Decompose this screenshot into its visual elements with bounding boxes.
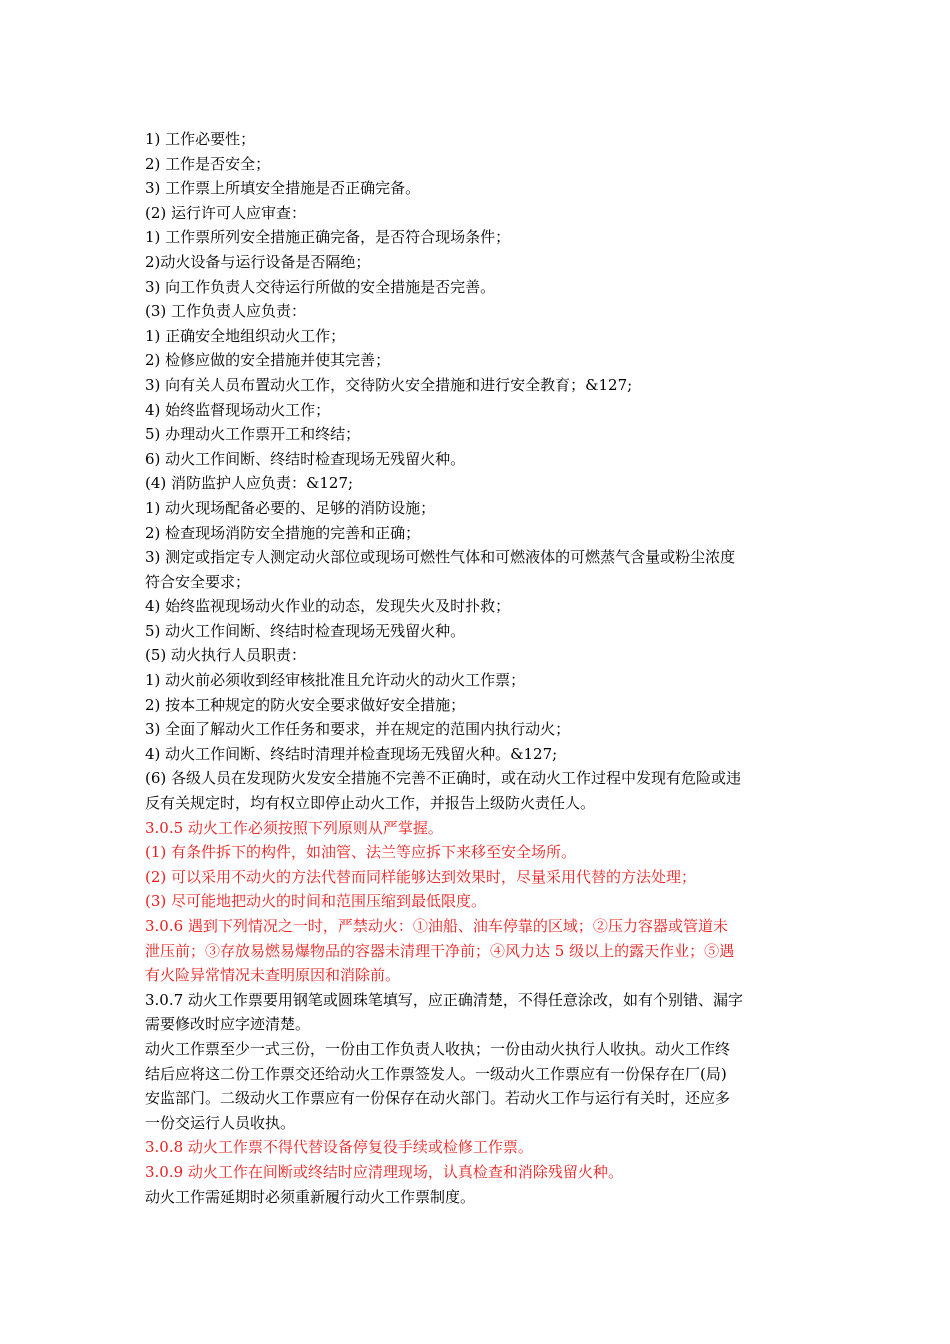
text-line: 5) 办理动火工作票开工和终结； xyxy=(145,425,361,444)
document-page xyxy=(145,127,810,1209)
text-line: (2) 运行许可人应审查： xyxy=(145,203,307,222)
highlighted-text-line: (2) 可以采用不动火的方法代替而同样能够达到效果时，尽量采用代替的方法处理； xyxy=(145,867,697,886)
text-line: 动火工作需延期时必须重新履行动火工作票制度。 xyxy=(145,1187,476,1206)
text-line: 2)动火设备与运行设备是否隔绝； xyxy=(145,252,371,271)
text-line: 6) 动火工作间断、终结时检查现场无残留火种。 xyxy=(145,449,466,468)
text-line: 1) 正确安全地组织动火工作； xyxy=(145,326,346,345)
text-line: 3) 工作票上所填安全措施是否正确完备。 xyxy=(145,179,421,198)
text-line: 1) 动火前必须收到经审核批准且允许动火的动火工作票； xyxy=(145,671,526,690)
highlighted-text-line: 泄压前；③存放易燃易爆物品的容器未清理干净前；④风力达 5 级以上的露天作业；⑤遇 xyxy=(145,941,735,960)
text-line: 3.0.7 动火工作票要用钢笔或圆珠笔填写，应正确清楚，不得任意涂改，如有个别错、漏字 xyxy=(145,990,743,1009)
text-line: 2) 工作是否安全； xyxy=(145,154,271,173)
text-line: 4) 始终监督现场动火工作； xyxy=(145,400,331,419)
text-line: 3) 向有关人员布置动火工作，交待防火安全措施和进行安全教育；&127; xyxy=(145,375,633,394)
text-line: 3) 测定或指定专人测定动火部位或现场可燃性气体和可燃液体的可燃蒸气含量或粉尘浓度 xyxy=(145,548,736,567)
text-line: (3) 工作负责人应负责： xyxy=(145,302,307,321)
highlighted-text-line: 有火险异常情况未查明原因和消除前。 xyxy=(145,966,401,985)
text-line: 需要修改时应字迹清楚。 xyxy=(145,1015,311,1034)
text-line: 反有关规定时，均有权立即停止动火工作，并报告上级防火责任人。 xyxy=(145,794,596,813)
text-line: 动火工作票至少一式三份，一份由工作负责人收执；一份由动火执行人收执。动火工作终 xyxy=(145,1039,731,1058)
document-body xyxy=(145,127,810,1209)
text-line: 2) 检查现场消防安全措施的完善和正确； xyxy=(145,523,421,542)
highlighted-text-line: 3.0.8 动火工作票不得代替设备停复役手续或检修工作票。 xyxy=(145,1138,533,1157)
text-line: 1) 动火现场配备必要的、足够的消防设施； xyxy=(145,498,436,517)
text-line: 2) 检修应做的安全措施并使其完善； xyxy=(145,351,391,370)
text-line: 安监部门。二级动火工作票应有一份保存在动火部门。若动火工作与运行有关时，还应多 xyxy=(145,1089,731,1108)
highlighted-text-line: (3) 尽可能地把动火的时间和范围压缩到最低限度。 xyxy=(145,892,487,911)
highlighted-text-line: 3.0.9 动火工作在间断或终结时应清理现场，认真检查和消除残留火种。 xyxy=(145,1162,623,1181)
text-line: 结后应将这二份工作票交还给动火工作票签发人。一级动火工作票应有一份保存在厂(局) xyxy=(145,1064,727,1083)
highlighted-text-line: 3.0.5 动火工作必须按照下列原则从严掌握。 xyxy=(145,818,443,837)
text-line: (6) 各级人员在发现防火发安全措施不完善不正确时，或在动火工作过程中发现有危险或违 xyxy=(145,769,742,788)
text-line: 一份交运行人员收执。 xyxy=(145,1113,296,1132)
text-line: 符合安全要求； xyxy=(145,572,251,591)
text-line: 3) 向工作负责人交待运行所做的安全措施是否完善。 xyxy=(145,277,496,296)
text-line: (4) 消防监护人应负责：&127; xyxy=(145,474,354,493)
text-line: 1) 工作票所列安全措施正确完备，是否符合现场条件； xyxy=(145,228,511,247)
text-line: 4) 始终监视现场动火作业的动态，发现失火及时扑救； xyxy=(145,597,511,616)
highlighted-text-line: 3.0.6 遇到下列情况之一时，严禁动火：①油船、油车停靠的区域；②压力容器或管道未 xyxy=(145,917,728,935)
text-line: 2) 按本工种规定的防火安全要求做好安全措施； xyxy=(145,695,466,714)
text-line: 4) 动火工作间断、终结时清理并检查现场无残留火种。&127; xyxy=(145,744,558,763)
text-line: 3) 全面了解动火工作任务和要求，并在规定的范围内执行动火； xyxy=(145,720,571,739)
text-line: 5) 动火工作间断、终结时检查现场无残留火种。 xyxy=(145,621,466,640)
text-line: 1) 工作必要性； xyxy=(145,130,256,148)
highlighted-text-line: (1) 有条件拆下的构件，如油管、法兰等应拆下来移至安全场所。 xyxy=(145,843,577,862)
text-line: (5) 动火执行人员职责： xyxy=(145,646,307,665)
